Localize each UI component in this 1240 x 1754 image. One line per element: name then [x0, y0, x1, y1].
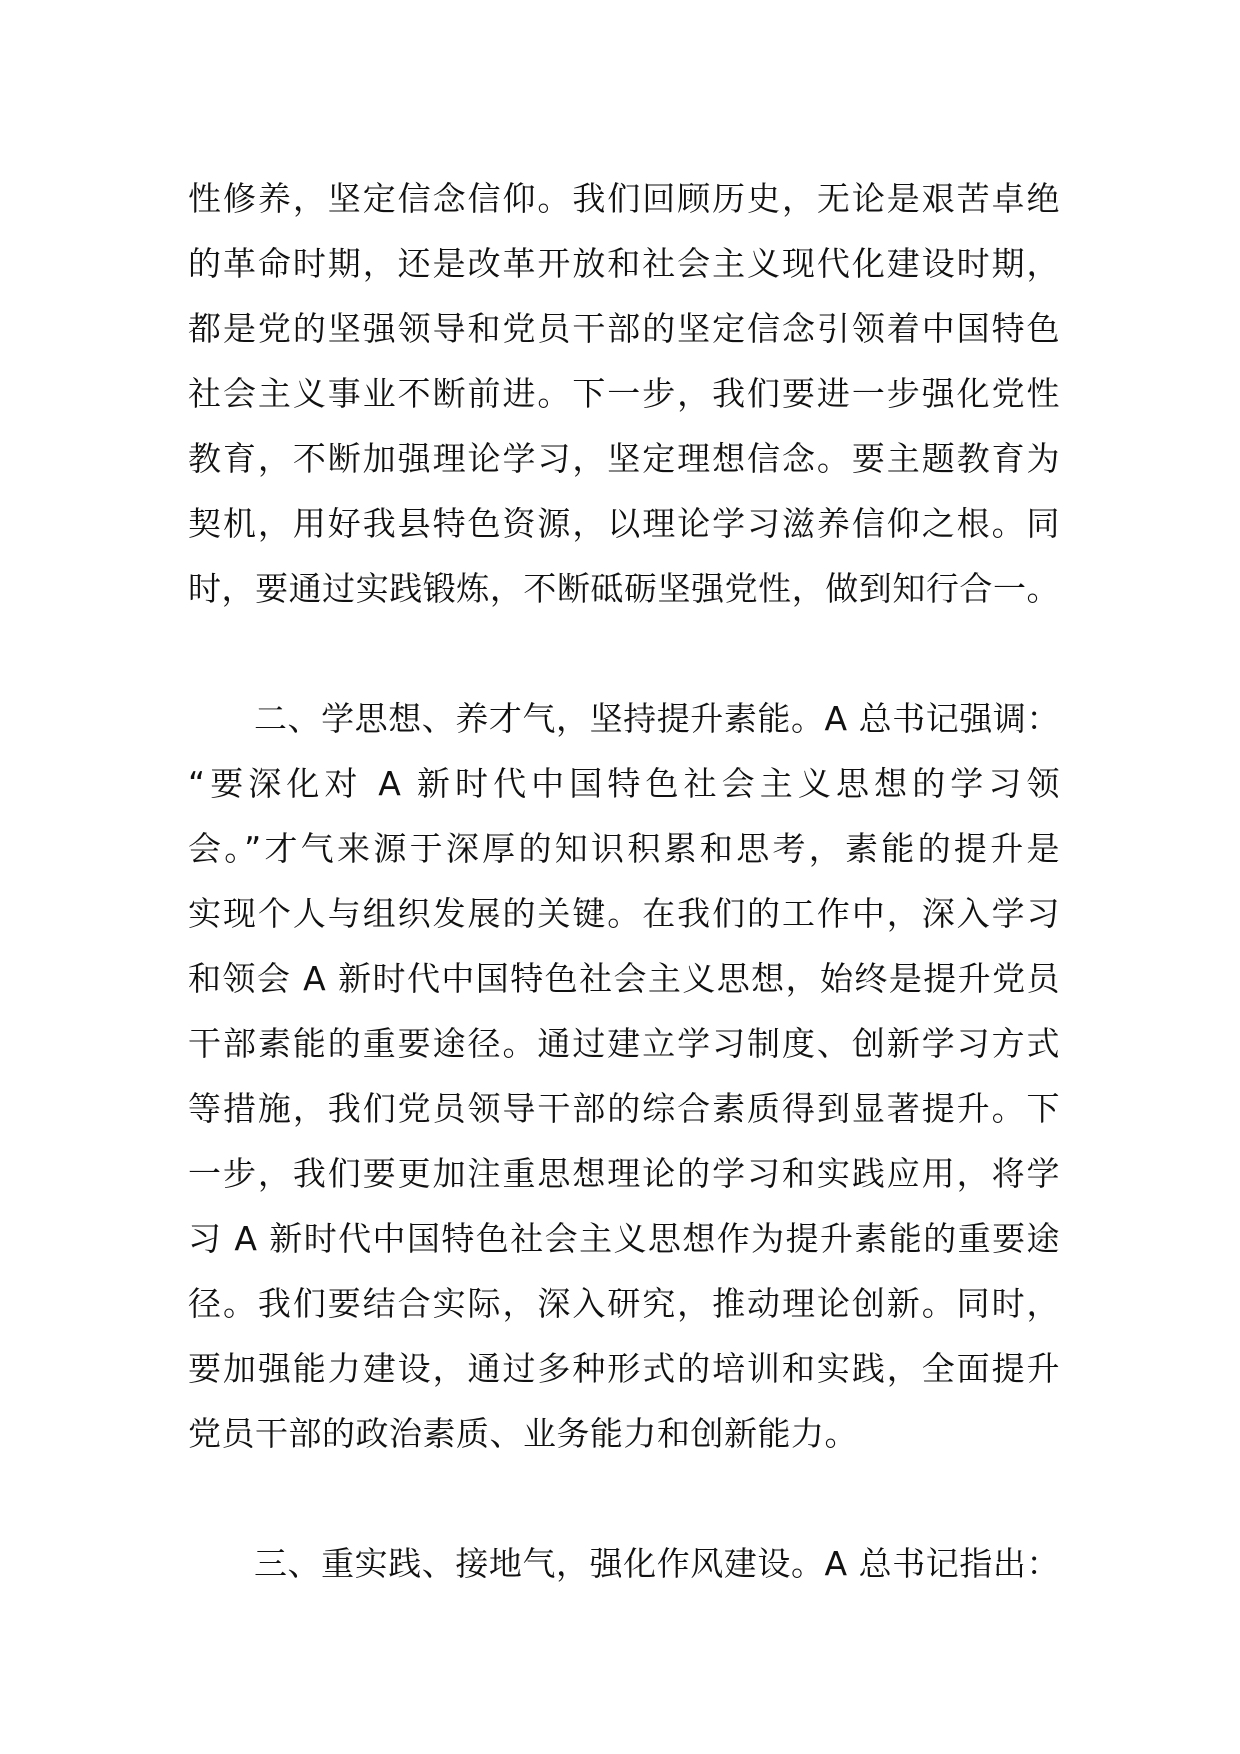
section-heading-line: 二、学思想、养才气，坚持提升素能。A 总书记强调：	[254, 699, 1060, 738]
text-line: “要深化对 A 新时代中国特色社会主义思想的学习领	[188, 764, 1060, 803]
text-line: 干部素能的重要途径。通过建立学习制度、创新学习方式	[188, 1024, 1060, 1063]
text-line: 社会主义事业不断前进。下一步，我们要进一步强化党性	[188, 374, 1060, 413]
text-line: 性修养，坚定信念信仰。我们回顾历史，无论是艰苦卓绝	[188, 179, 1060, 218]
text-line: 会。”才气来源于深厚的知识积累和思考，素能的提升是	[188, 829, 1060, 868]
text-line: 教育，不断加强理论学习，坚定理想信念。要主题教育为	[188, 439, 1060, 478]
text-line: 契机，用好我县特色资源，以理论学习滋养信仰之根。同	[188, 504, 1060, 543]
section-heading-line: 三、重实践、接地气，强化作风建设。A 总书记指出：	[254, 1544, 1060, 1583]
text-line: 时，要通过实践锻炼，不断砥砺坚强党性，做到知行合一。	[188, 569, 1060, 608]
text-line: 和领会 A 新时代中国特色社会主义思想，始终是提升党员	[188, 959, 1060, 998]
text-line: 的革命时期，还是改革开放和社会主义现代化建设时期，	[188, 244, 1060, 283]
text-line: 等措施，我们党员领导干部的综合素质得到显著提升。下	[188, 1089, 1060, 1128]
text-line: 习 A 新时代中国特色社会主义思想作为提升素能的重要途	[188, 1219, 1060, 1258]
text-line: 实现个人与组织发展的关键。在我们的工作中，深入学习	[188, 894, 1060, 933]
text-line: 要加强能力建设，通过多种形式的培训和实践，全面提升	[188, 1349, 1060, 1388]
text-line: 党员干部的政治素质、业务能力和创新能力。	[188, 1414, 858, 1453]
text-line: 径。我们要结合实际，深入研究，推动理论创新。同时，	[188, 1284, 1060, 1323]
text-line: 一步，我们要更加注重思想理论的学习和实践应用，将学	[188, 1154, 1060, 1193]
text-line: 都是党的坚强领导和党员干部的坚定信念引领着中国特色	[188, 309, 1060, 348]
paragraph-party-spirit-conclusion	[188, 166, 1060, 621]
paragraph-section-three	[188, 1531, 1060, 1596]
paragraph-section-two	[188, 686, 1060, 1466]
